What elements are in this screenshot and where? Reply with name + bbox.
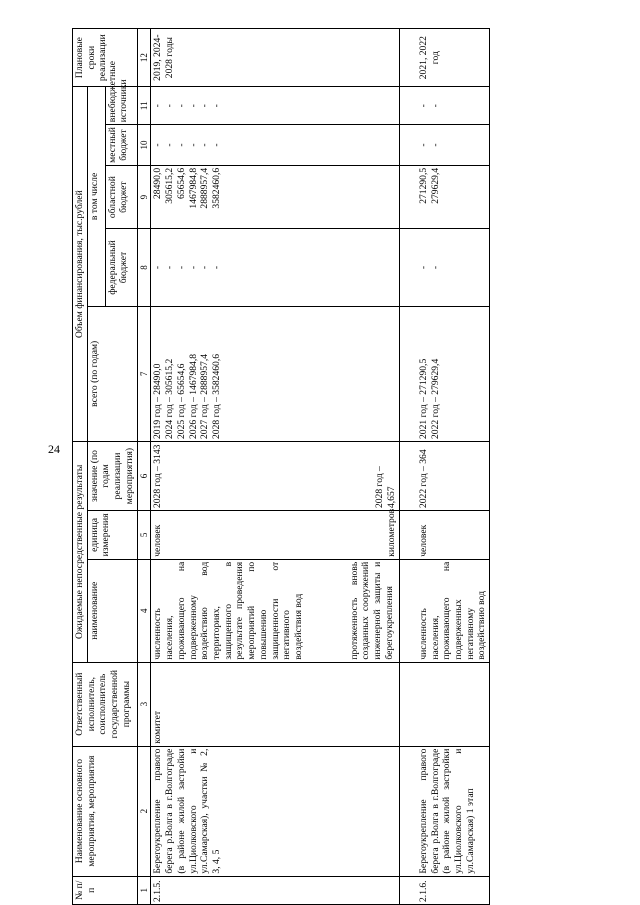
unit: человек [399,511,489,560]
column-number: 12 [137,29,151,87]
extrabudget-value: - [175,104,187,108]
regional-cell [151,165,399,229]
total-line: 2026 год – 1467984,8 [187,353,199,439]
local-value: - [417,143,429,147]
column-number: 2 [137,746,151,876]
column-number: 7 [137,306,151,441]
value: 2022 год – 364 [399,442,489,511]
header-unit: единица измерения [87,511,137,560]
regional-value: 1467984,8 [187,167,199,209]
local-value: - [175,143,187,147]
regional-cell [399,165,489,229]
header-federal: федеральный бюджет [105,229,137,306]
unit-cell [151,508,399,560]
unit: километров [386,508,398,557]
regional-value: 305615,2 [164,167,176,204]
page-number: 24 [48,442,60,456]
header-including: в том числе [87,87,105,306]
row-number: 2.1.6. [399,876,489,904]
result-name: протяженность вновь созданных сооружений инженерной защиты и берегоукрепления [348,561,395,660]
value: 2028 год – 4,657 [374,466,397,509]
deadline: 2019, 2024-2028 годы [151,29,399,87]
federal-value: - [199,265,211,270]
federal-value: - [152,265,164,270]
deadline: 2021, 2022 год [399,29,489,87]
column-number: 11 [137,87,151,125]
total-line: 2022 год – 279629,4 [429,358,441,439]
column-number: 5 [137,511,151,560]
local-value: - [164,143,176,147]
federal-value: - [175,265,187,270]
rotated-table-sheet [72,28,604,905]
program-events-table [72,28,490,905]
federal-cell [151,229,399,306]
extrabudget-value: - [187,104,199,108]
local-cell [399,125,489,166]
regional-value: 271290,5 [417,167,429,204]
regional-value: 2888957,4 [199,167,211,209]
header-value: значение (по годам реализации мероприятия) [87,442,137,511]
federal-value: - [417,265,429,270]
header-deadlines: Плановые сроки реализации [73,29,138,87]
header-event-name: Наименование основного мероприятия, мероприятия [73,746,138,876]
totals-cell [151,306,399,441]
unit: человек [152,524,164,557]
extrabudget-value: - [152,104,164,108]
table-row [399,29,489,905]
header-extrabudget: внебюджетные источники [105,87,137,125]
extrabudget-cell [399,87,489,125]
header-financing: Объем финансирования, тыс.рублей [73,87,88,442]
header-num: № п/п [73,876,138,904]
total-line: 2019 год – 28490,0 [152,363,164,439]
total-line: 2024 год – 305615,2 [164,358,176,439]
local-cell [151,125,399,166]
federal-value: - [429,265,441,270]
total-line: 2027 год – 2888957,4 [199,353,211,439]
federal-value: - [164,265,176,270]
result-name-cell [151,559,399,662]
regional-value: 279629,4 [429,167,441,204]
column-number: 9 [137,165,151,229]
column-number: 1 [137,876,151,904]
event-name: Берегоукрепление правого берега р.Волга в г.Волгограде (в районе жилой застройки ул.Циолковского и ул.Самарская), участки № 2, 3, 4, 5 [151,746,399,876]
value-cell [151,442,399,511]
extrabudget-value: - [429,104,441,108]
federal-value: - [211,265,222,270]
column-number: 6 [137,442,151,511]
column-number: 10 [137,125,151,166]
result-name: численность населения, проживающего на подверженному воздействию вод территориях, защищенного в результате проведения мероприятий по повышению защищенности от негативного воздействия вод [152,561,304,660]
header-executor: Ответственный исполнитель, соисполнитель государственной программы [73,662,138,746]
extrabudget-value: - [417,104,429,108]
row-number: 2.1.5. [151,876,399,904]
local-value: - [429,143,441,147]
header-result-name: наименование [87,559,137,662]
column-number-row [137,29,151,905]
header-expected-results: Ожидаемые непосредственные результаты [73,442,88,663]
extrabudget-cell [151,87,399,125]
extrabudget-value: - [199,104,211,108]
local-value: - [187,143,199,147]
federal-cell [399,229,489,306]
header-local: местный бюджет [105,125,137,166]
extrabudget-value: - [211,104,222,108]
executor: комитет [151,662,399,746]
totals-cell [399,306,489,441]
event-name: Берегоукрепление правого берега р.Волга в г.Волгограде (в районе жилой застройки ул.Циолковского и ул.Самарская) 1 этап [399,746,489,876]
table-row [151,29,399,905]
total-line: 2028 год – 3582460,6 [211,353,222,439]
total-line: 2021 год – 271290,5 [417,358,429,439]
result-name: численность населения, проживающего на подверженных негативному воздействию вод [399,559,489,662]
regional-value: 28490,0 [152,167,164,199]
column-number: 4 [137,559,151,662]
total-line: 2025 год – 65654,6 [175,363,187,439]
executor [399,662,489,746]
column-number: 3 [137,662,151,746]
local-value: - [211,143,222,147]
header-regional: областной бюджет [105,165,137,229]
regional-value: 3582460,6 [211,167,222,209]
regional-value: 65654,6 [175,167,187,199]
federal-value: - [187,265,199,270]
extrabudget-value: - [164,104,176,108]
value: 2028 год – 3143 [152,444,164,509]
local-value: - [199,143,211,147]
column-number: 8 [137,229,151,306]
header-total: всего (по годам) [87,306,137,441]
local-value: - [152,143,164,147]
